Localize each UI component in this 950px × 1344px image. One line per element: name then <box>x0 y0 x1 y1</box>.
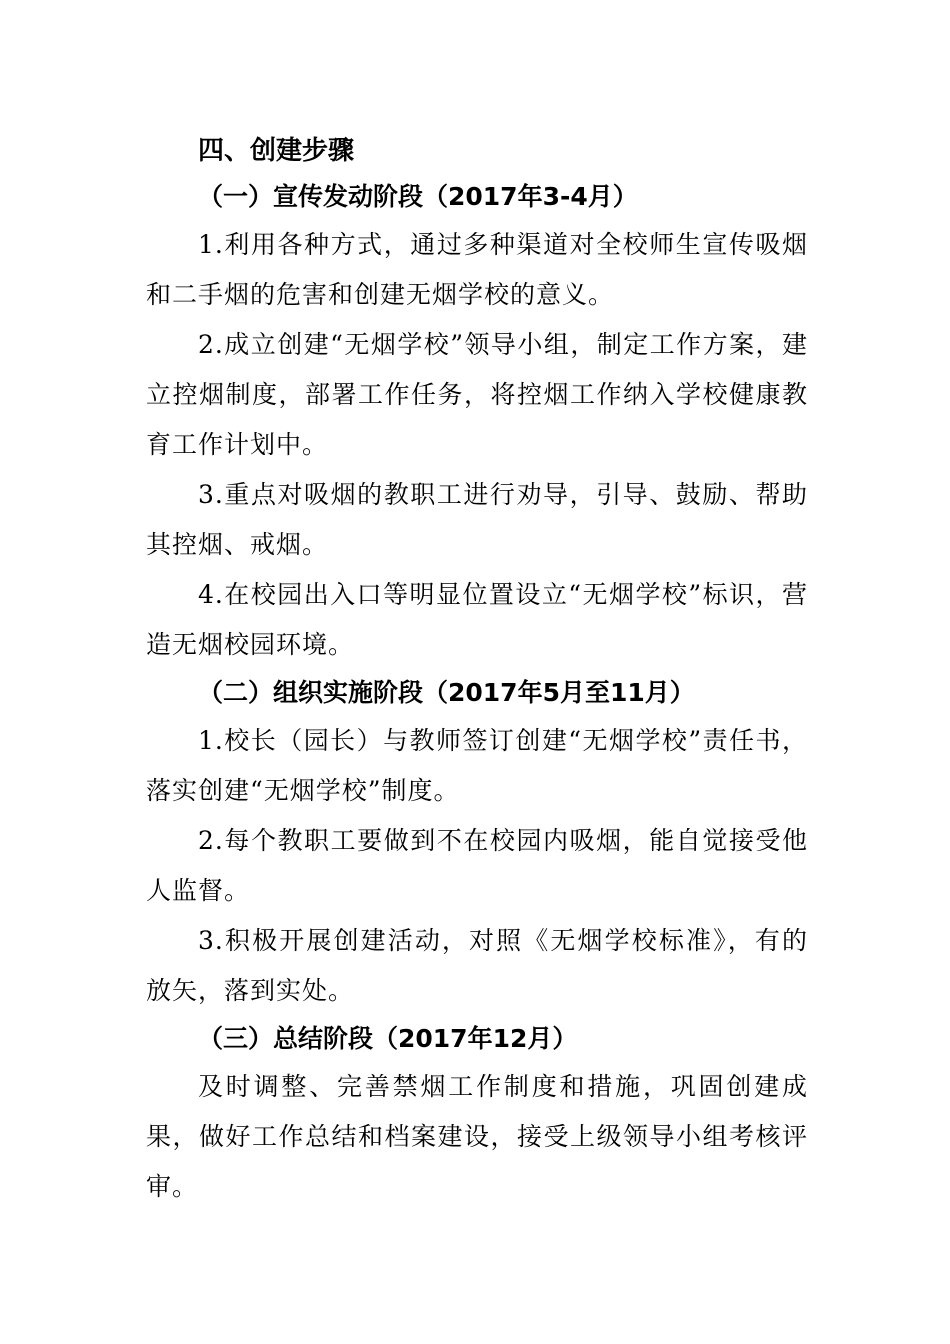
phase-1-item-4: 4.在校园出入口等明显位置设立“无烟学校”标识，营造无烟校园环境。 <box>146 580 808 659</box>
phase-1-item-2: 2.成立创建“无烟学校”领导小组，制定工作方案，建立控烟制度，部署工作任务，将控烟工作纳入学校健康教育工作计划中。 <box>146 330 808 459</box>
phase-2-item-2: 2.每个教职工要做到不在校园内吸烟，能自觉接受他人监督。 <box>146 826 808 905</box>
document-page <box>146 128 808 1212</box>
phase-3-title: （三）总结阶段（2017年12月） <box>198 1024 578 1053</box>
section-title: 四、创建步骤 <box>198 136 355 166</box>
phase-1-title: （一）宣传发动阶段（2017年3-4月） <box>198 182 638 211</box>
phase-1-item-1: 1.利用各种方式，通过多种渠道对全校师生宣传吸烟和二手烟的危害和创建无烟学校的意义。 <box>146 230 808 309</box>
phase-3-item-1: 及时调整、完善禁烟工作制度和措施，巩固创建成果，做好工作总结和档案建设，接受上级领导小组考核评审。 <box>146 1072 808 1201</box>
phase-2-item-3: 3.积极开展创建活动，对照《无烟学校标准》，有的放矢，落到实处。 <box>146 926 808 1005</box>
phase-2-title: （二）组织实施阶段（2017年5月至11月） <box>198 678 695 707</box>
phase-1-item-3: 3.重点对吸烟的教职工进行劝导，引导、鼓励、帮助其控烟、戒烟。 <box>146 480 808 559</box>
phase-2-item-1: 1.校长（园长）与教师签订创建“无烟学校”责任书，落实创建“无烟学校”制度。 <box>146 726 808 805</box>
